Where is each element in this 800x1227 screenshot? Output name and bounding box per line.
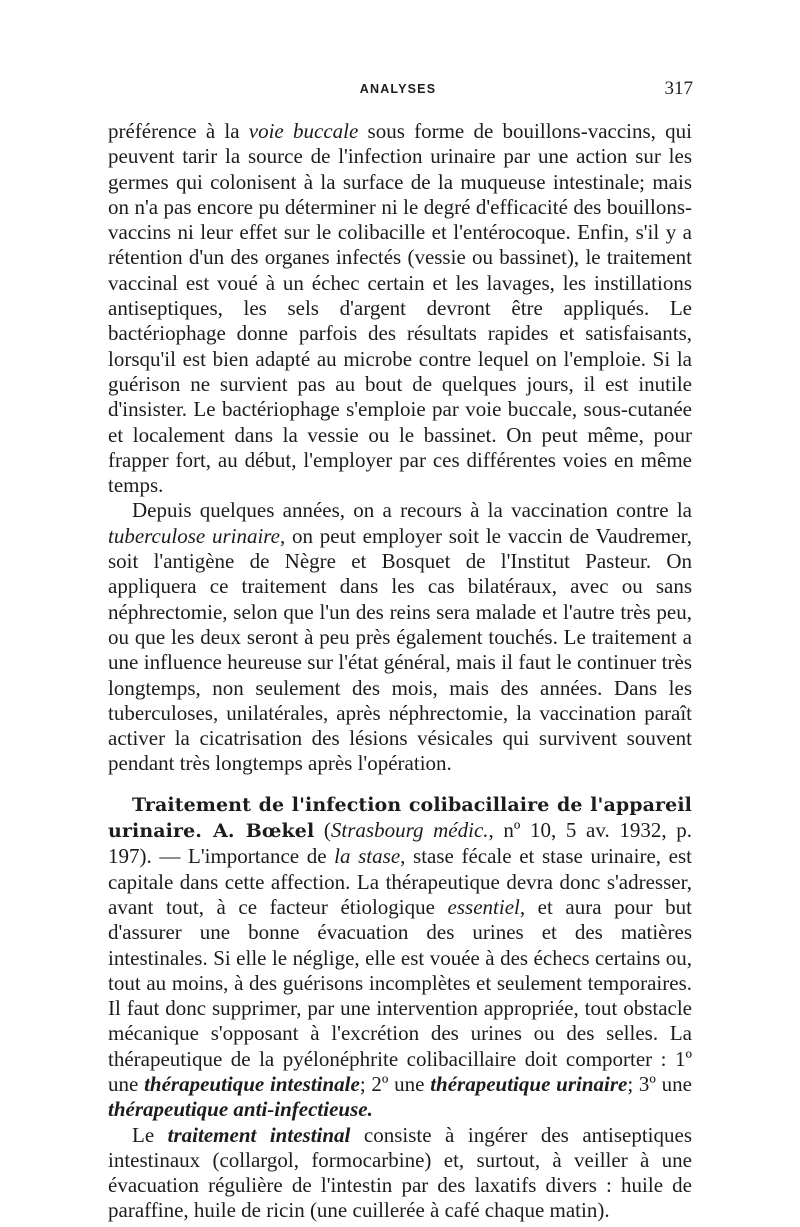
emphasis-essentiel: essentiel [447, 894, 520, 919]
emphasis-therapeutique-intestinale: thérapeutique intestinale [144, 1071, 360, 1096]
running-title: ANALYSES [359, 82, 437, 96]
paragraph-traitement-intestinal: Le traitement intestinal consiste à ingérer des antiseptiques intestinaux (collargol, formocarbine) et, surtout, à veiller à une évacuation régulière de l'intestin par des laxatifs divers : huile de paraffine, huile de ricin (une cuillerée à café chaque matin). [108, 1122, 692, 1223]
paragraph-tuberculosis: Depuis quelques années, on a recours à la vaccination contre la tuberculose urinaire, on peut employer soit le vaccin de Vaudremer, soit l'antigène de Nègre et Bosquet de l'Institut Pasteur. On appliquera ce traitement dans les cas bilatéraux, avec ou sans néphrectomie, selon que l'un des reins sera malade et l'autre très peu, ou que les deux seront à peu près également touchés. Le traitement a une influence heureuse sur l'état général, mais il faut le continuer très longtemps, non seulement des mois, mais des années. Dans les tuberculoses, unilatérales, après néphrectomie, la vaccination paraît activer la cicatrisation des lésions vésicales qui survivent souvent pendant très longtemps après l'opération. [108, 498, 692, 776]
article-colibacillary-infection: Traitement de l'infection colibacillaire de l'appareil urinaire. A. Bœkel (Strasbourg médic., nº 10, 5 av. 1932, p. 197). — L'importance de la stase, stase fécale et stase urinaire, est capitale dans cette affection. La thérapeutique devra donc s'adresser, avant tout, à ce facteur étiologique essentiel, et aura pour but d'assurer une bonne évacuation des urines et des matières intestinales. Si elle le néglige, elle est vouée à des échecs certains ou, tout au moins, à des guérisons incomplètes et seulement temporaires. Il faut donc supprimer, par une intervention appropriée, tout obstacle mécanique s'opposant à l'excrétion des urines ou des selles. La thérapeutique de la pyélonéphrite colibacillaire doit comporter : 1º une thérapeutique intestinale; 2º une thérapeutique urinaire; 3º une thérapeutique anti-infectieuse. [108, 793, 693, 1122]
emphasis-voie-buccale: voie buccale [248, 119, 359, 143]
journal-name: Strasbourg médic. [330, 818, 489, 843]
emphasis-la-stase: la stase [334, 844, 401, 869]
emphasis-therapeutique-anti-infectieuse: thérapeutique anti-infectieuse. [108, 1097, 373, 1122]
emphasis-tuberculose-urinaire: tuberculose urinaire [108, 523, 281, 548]
article-title: Traitement de l'infection colibacillaire de l'appareil urinaire. A. Bœkel [108, 793, 692, 843]
emphasis-therapeutique-urinaire: thérapeutique urinaire [430, 1071, 628, 1096]
page-number: 317 [664, 78, 693, 99]
paragraph-vaccine-therapy: préférence à la voie buccale sous forme de bouillons-vaccins, qui peuvent tarir la source de l'infection urinaire par une action sur les germes qui colonisent à la surface de la muqueuse intestinale; mais on n'a pas encore pu déterminer ni le degré d'efficacité des bouillons-vaccins ni leur effet sur le colibacille et l'entérocoque. Enfin, s'il y a rétention d'un des organes infectés (vessie ou bassinet), le traitement vaccinal est voué à un échec certain et les lavages, les instillations antiseptiques, les sels d'argent devront être appliqués. Le bactériophage donne parfois des résultats rapides et satisfaisants, lorsqu'il est bien adapté au microbe contre lequel on l'emploie. Si la guérison ne survient pas au bout de quelques jours, il est inutile d'insister. Le bactériophage s'emploie par voie buccale, sous-cutanée et localement dans la vessie ou le bassinet. On peut même, pour frapper fort, au début, l'employer par ces différentes voies en même temps. [108, 119, 693, 498]
body-text [108, 119, 692, 1224]
running-header [107, 78, 693, 102]
emphasis-traitement-intestinal: traitement intestinal [167, 1122, 351, 1147]
